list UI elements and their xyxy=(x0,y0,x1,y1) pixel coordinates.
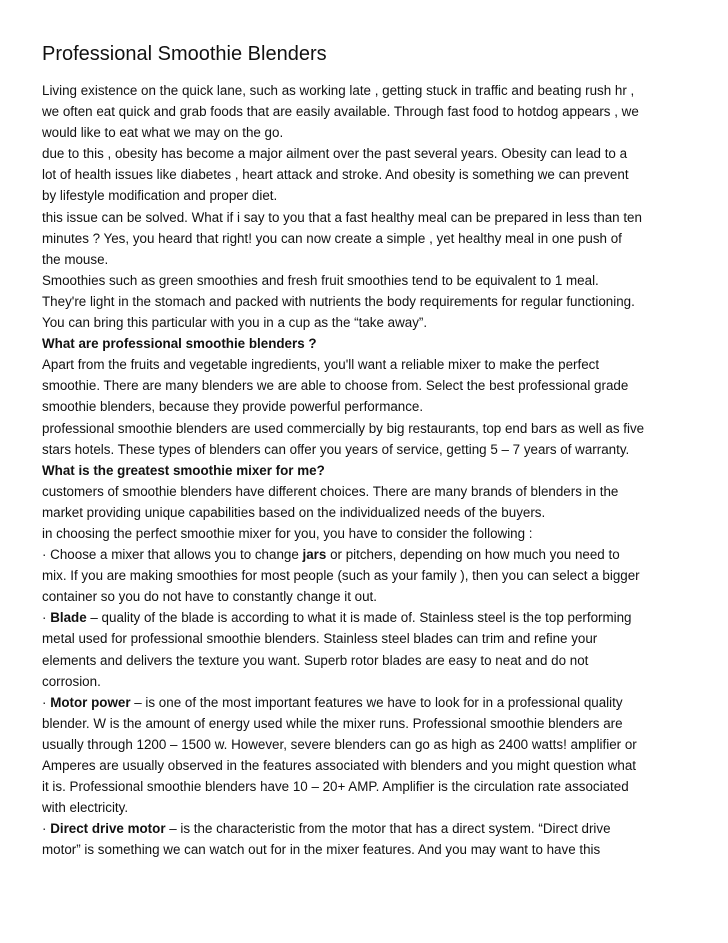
section-heading: What is the greatest smoothie mixer for me? xyxy=(42,462,325,478)
paragraph-line: You can bring this particular with you in a cup as the “take away”. xyxy=(42,315,428,331)
paragraph-line: elements and delivers the texture you want. Superb rotor blades are easy to neat and do not xyxy=(42,652,589,668)
paragraph-line: motor” is something we can watch out for in the mixer features. And you may want to have this xyxy=(42,842,601,858)
paragraph-line: smoothie. There are many blenders we are able to choose from. Select the best professional grade xyxy=(42,378,629,394)
bullet-prefix: · Choose a mixer that allows you to change xyxy=(42,547,303,563)
document-body xyxy=(42,80,702,860)
paragraph-line: Apart from the fruits and vegetable ingredients, you'll want a reliable mixer to make the perfect xyxy=(42,357,600,373)
paragraph-line: blender. W is the amount of energy used while the mixer runs. Professional smoothie blenders are xyxy=(42,715,623,731)
paragraph-line: by lifestyle modification and proper diet. xyxy=(42,188,278,204)
paragraph-line: professional smoothie blenders are used commercially by big restaurants, top end bars as well as five xyxy=(42,420,645,436)
paragraph-line: They're light in the stomach and packed with nutrients the body requirements for regular functioning. xyxy=(42,293,635,309)
paragraph-line: metal used for professional smoothie blenders. Stainless steel blades can trim and refine your xyxy=(42,631,598,647)
paragraph-line: Living existence on the quick lane, such as working late , getting stuck in traffic and beating rush hr , xyxy=(42,83,635,98)
document-title: Professional Smoothie Blenders xyxy=(42,43,327,65)
paragraph-line: the mouse. xyxy=(42,251,109,267)
bullet-text: – is the characteristic from the motor that has a direct system. “Direct drive xyxy=(165,821,611,837)
paragraph-line: Smoothies such as green smoothies and fresh fruit smoothies tend to be equivalent to 1 meal. xyxy=(42,272,599,288)
paragraph-line: Amperes are usually observed in the features associated with blenders and you might question what xyxy=(42,758,636,773)
paragraph-line: corrosion. xyxy=(42,673,101,689)
bullet-text: or pitchers, depending on how much you need to xyxy=(326,547,620,563)
paragraph-line: we often eat quick and grab foods that are easily available. Through fast food to hotdog appears , we xyxy=(42,104,639,120)
paragraph-line: smoothie blenders, because they provide powerful performance. xyxy=(42,399,424,415)
section-heading: What are professional smoothie blenders ? xyxy=(42,336,317,352)
bullet-keyword: Motor power xyxy=(50,694,131,710)
bullet-prefix: · xyxy=(42,610,51,626)
paragraph-line: due to this , obesity has become a major ailment over the past several years. Obesity can lead to a xyxy=(42,146,628,162)
paragraph-line: usually through 1200 – 1500 w. However, severe blenders can go as high as 2400 watts! amplifier or xyxy=(42,736,637,752)
paragraph-line: it is. Professional smoothie blenders have 10 – 20+ AMP. Amplifier is the circulation rate associated xyxy=(42,779,629,795)
bullet-keyword: Direct drive motor xyxy=(50,821,166,837)
bullet-line xyxy=(42,692,702,713)
bullet-keyword: Blade xyxy=(50,610,87,626)
paragraph-line: this issue can be solved. What if i say to you that a fast healthy meal can be prepared in less than ten xyxy=(42,209,642,225)
document-page xyxy=(42,40,702,860)
paragraph-line: mix. If you are making smoothies for most people (such as your family ), then you can select a bigger xyxy=(42,568,640,584)
paragraph-line: lot of health issues like diabetes , heart attack and stroke. And obesity is something we can prevent xyxy=(42,167,629,183)
bullet-text: – quality of the blade is according to what it is made of. Stainless steel is the top performing xyxy=(86,610,632,626)
bullet-text: – is one of the most important features we have to look for in a professional quality xyxy=(130,694,623,710)
bullet-prefix: · xyxy=(42,821,51,837)
bullet-keyword: jars xyxy=(302,547,327,563)
bullet-line xyxy=(42,607,702,628)
bullet-line xyxy=(42,544,702,565)
paragraph-line: container so you do not have to constantly change it out. xyxy=(42,589,377,605)
bullet-prefix: · xyxy=(42,694,51,710)
paragraph-line: stars hotels. These types of blenders can offer you years of service, getting 5 – 7 years of warranty. xyxy=(42,441,630,457)
paragraph-line: with electricity. xyxy=(42,800,129,816)
bullet-line xyxy=(42,818,702,839)
paragraph-line: market providing unique capabilities based on the individualized needs of the buyers. xyxy=(42,504,546,520)
paragraph-line: minutes ? Yes, you heard that right! you can now create a simple , yet healthy meal in one push of xyxy=(42,230,622,246)
paragraph-line: would like to eat what we may on the go. xyxy=(42,125,284,141)
paragraph-line: in choosing the perfect smoothie mixer for you, you have to consider the following : xyxy=(42,525,533,541)
paragraph-line: customers of smoothie blenders have different choices. There are many brands of blenders in the xyxy=(42,483,619,499)
